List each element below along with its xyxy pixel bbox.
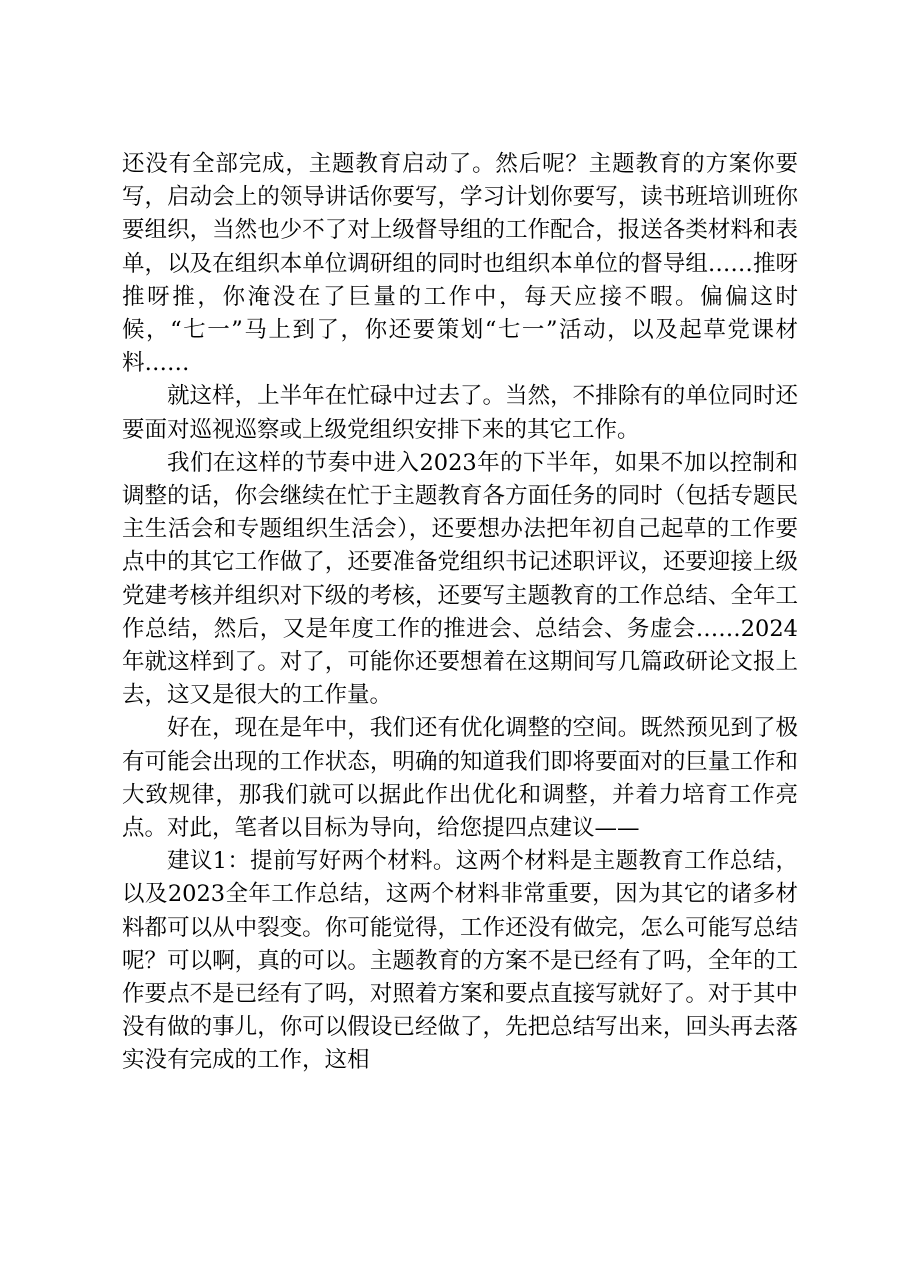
paragraph-4: 好在，现在是年中，我们还有优化调整的空间。既然预见到了极有可能会出现的工作状态，明确的知道我们即将要面对的巨量工作和大致规律，那我们就可以据此作出优化和调整，并着力培育工作亮点。对此，笔者以目标为导向，给您提四点建议——: [122, 715, 798, 842]
document-page: [122, 148, 798, 1078]
paragraph-2: 就这样，上半年在忙碌中过去了。当然，不排除有的单位同时还要面对巡视巡察或上级党组织安排下来的其它工作。: [122, 383, 798, 443]
paragraph-3: 我们在这样的节奏中进入2023年的下半年，如果不加以控制和调整的话，你会继续在忙于主题教育各方面任务的同时（包括专题民主生活会和专题组织生活会），还要想办法把年初自己起草的工作要点中的其它工作做了，还要准备党组织书记述职评议，还要迎接上级党建考核并组织对下级的考核，还要写主题教育的工作总结、全年工作总结，然后，又是年度工作的推进会、总结会、务虚会……2024年就这样到了。对了，可能你还要想着在这期间写几篇政研论文报上去，这又是很大的工作量。: [122, 449, 798, 709]
paragraph-5: 建议1：提前写好两个材料。这两个材料是主题教育工作总结，以及2023全年工作总结，这两个材料非常重要，因为其它的诸多材料都可以从中裂变。你可能觉得，工作还没有做完，怎么可能写总结呢？可以啊，真的可以。主题教育的方案不是已经有了吗，全年的工作要点不是已经有了吗，对照着方案和要点直接写就好了。对于其中没有做的事儿，你可以假设已经做了，先把总结写出来，回头再去落实没有完成的工作，这相: [122, 848, 798, 1074]
paragraph-1: 还没有全部完成，主题教育启动了。然后呢？主题教育的方案你要写，启动会上的领导讲话你要写，学习计划你要写，读书班培训班你要组织，当然也少不了对上级督导组的工作配合，报送各类材料和表单，以及在组织本单位调研组的同时也组织本单位的督导组……推呀推呀推，你淹没在了巨量的工作中，每天应接不暇。偏偏这时候，“七一”马上到了，你还要策划“七一”活动，以及起草党课材料……: [122, 151, 798, 377]
